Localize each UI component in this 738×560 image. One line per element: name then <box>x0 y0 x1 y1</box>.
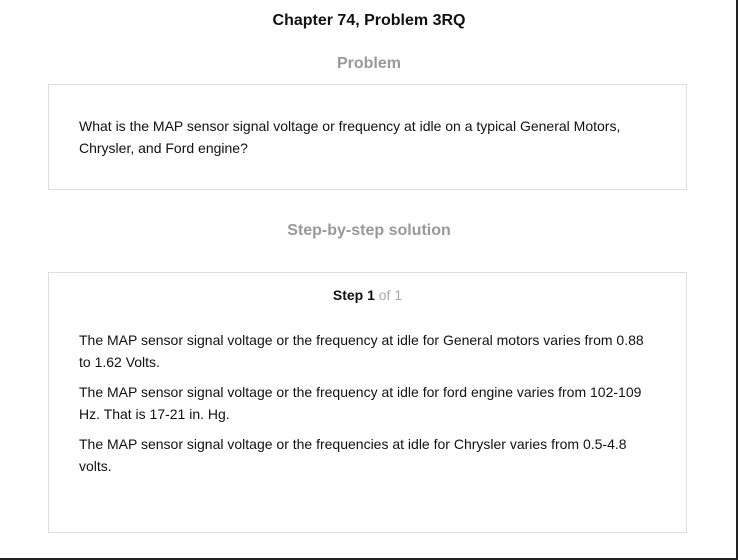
step-header <box>79 287 656 303</box>
solution-heading: Step-by-step solution <box>287 222 451 239</box>
problem-heading: Problem <box>336 55 401 72</box>
step-count: of 1 <box>378 287 403 303</box>
page-title: Chapter 74, Problem 3RQ <box>272 12 466 29</box>
solution-paragraph-ford: The MAP sensor signal voltage or the frequency at idle for ford engine varies from 102-109 Hz. That is 17-21 in. Hg. <box>79 384 642 422</box>
solution-paragraph-chrysler: The MAP sensor signal voltage or the frequencies at idle for Chrysler varies from 0.5-4.8 volts. <box>79 436 627 474</box>
solution-paragraph-gm: The MAP sensor signal voltage or the frequency at idle for General motors varies from 0.88 to 1.62 Volts. <box>79 332 644 370</box>
problem-card <box>48 84 687 190</box>
solution-card <box>48 272 687 533</box>
problem-text: What is the MAP sensor signal voltage or frequency at idle on a typical General Motors, Chrysler, and Ford engine? <box>79 118 621 156</box>
step-label: Step 1 <box>332 287 375 303</box>
